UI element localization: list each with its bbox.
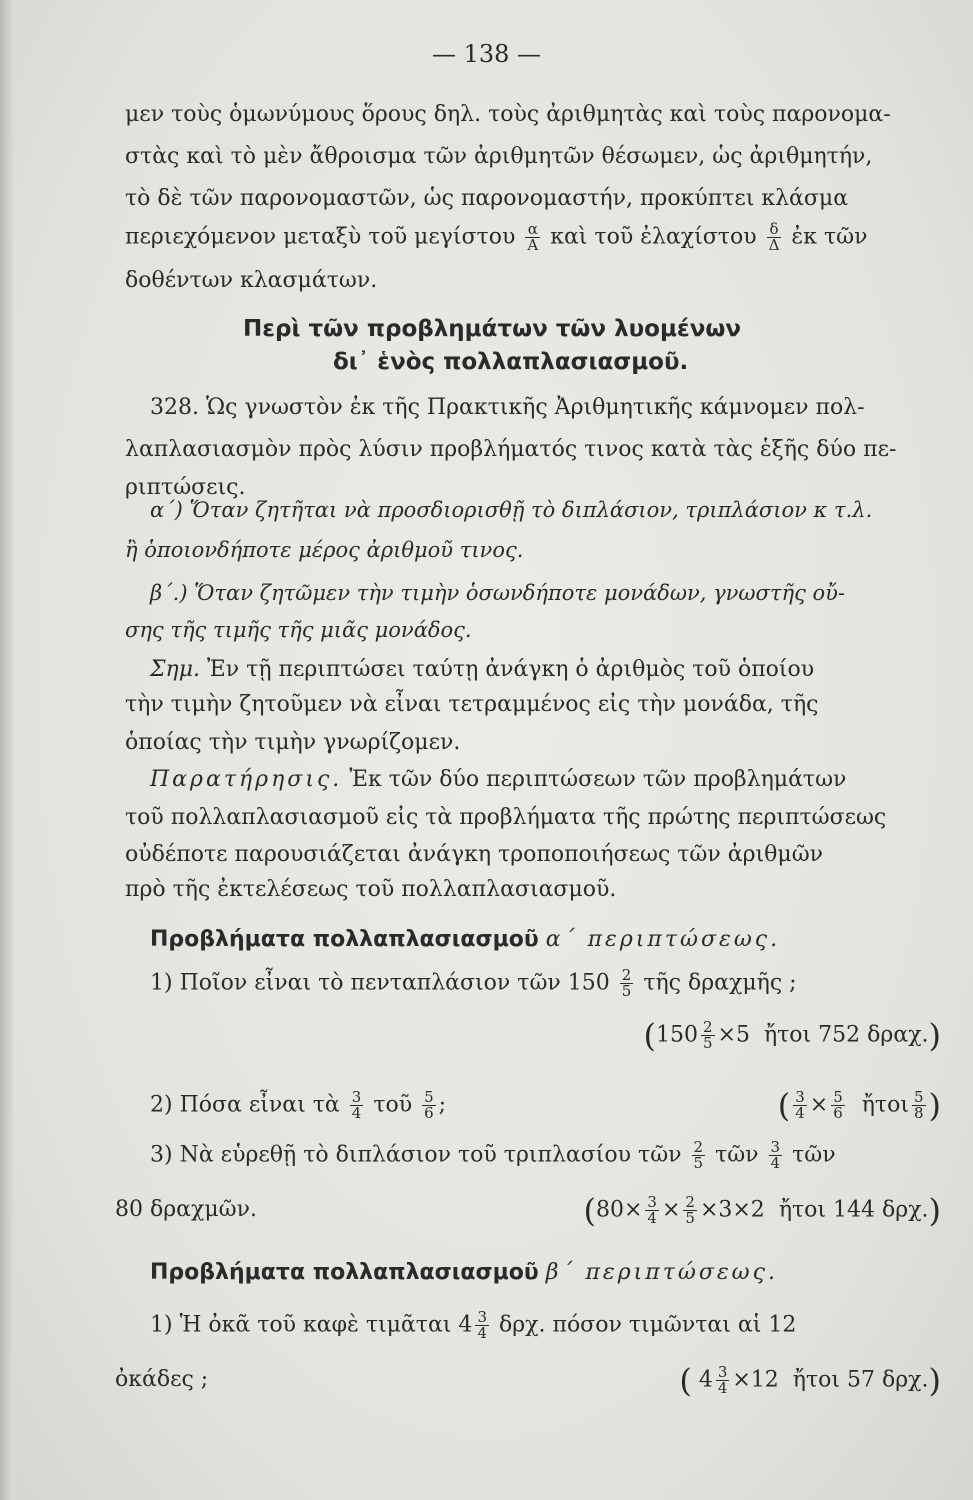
problem-b1-text: 1) Ἡ ὀκᾶ τοῦ καφὲ τιμᾶται 4 — [150, 1312, 473, 1338]
answer-fraction-1 — [645, 1195, 659, 1226]
answer-post: ×12 — [732, 1367, 779, 1393]
problem-b1-tail: δρχ. πόσον τιμῶνται αἱ 12 — [498, 1312, 797, 1338]
problem-a3-question — [150, 1140, 836, 1171]
note-line-2: τὴν τιμὴν ζητοῦμεν νὰ εἶναι τετραμμένος εἰς τὴν μονάδα, τῆς — [125, 692, 819, 717]
fraction-denominator: 4 — [647, 1209, 657, 1227]
answer-fraction-1 — [793, 1090, 807, 1121]
fraction-denominator: Α — [527, 236, 539, 254]
section-heading-line-1: Περὶ τῶν προβλημάτων τῶν λυομένων — [243, 316, 742, 342]
note-label: Σημ. — [150, 657, 201, 682]
page-fold-shadow — [0, 0, 14, 1500]
answer-fraction-2 — [683, 1195, 697, 1226]
problem-b1-answer: ( 4 $\frac{3}{4}$ ×12 ἤτοι 57 δρχ.) — [679, 1361, 941, 1400]
fraction-denominator: 4 — [770, 1154, 781, 1172]
para-328-line-3: ριπτώσεις. — [125, 475, 246, 500]
problem-a3-text: 3) Νὰ εὑρεθῇ τὸ διπλάσιον τοῦ τριπλασίου τῶν — [150, 1142, 682, 1168]
case-b-line-2: σης τῆς τιμῆς τῆς μιᾶς μονάδος. — [125, 618, 472, 642]
remark-line-1-text: Ἐκ τῶν δύο περιπτώσεων τῶν προβλημάτων — [349, 767, 847, 792]
fraction-denominator: 8 — [913, 1104, 924, 1122]
fraction-numerator: 5 — [424, 1088, 434, 1106]
remark-line-3: οὐδέποτε παρουσιάζεται ἀνάγκη τροποποιήσεως τῶν ἀριθμῶν — [125, 842, 824, 867]
answer-fraction — [701, 1020, 715, 1051]
fraction-denominator: 6 — [424, 1104, 434, 1122]
fraction-numerator: 5 — [833, 1088, 843, 1106]
case-a-line-1: α΄) Ὅταν ζητῆται νὰ προσδιορισθῇ τὸ διπλάσιον, τριπλάσιον κ τ.λ. — [150, 498, 873, 522]
intro-line-2: στὰς καὶ τὸ μὲν ἄθροισμα τῶν ἀριθμητῶν θέσωμεν, ὡς ἀριθμητήν, — [125, 144, 873, 169]
fraction-denominator: Δ — [768, 236, 780, 254]
fraction-denominator: 5 — [621, 982, 632, 1000]
answer-times: × — [809, 1092, 829, 1118]
intro-line-4-text-b: καὶ τοῦ ἐλαχίστου — [550, 224, 757, 250]
problems-a-heading — [150, 925, 780, 955]
problem-a1-text: 1) Ποῖον εἶναι τὸ πενταπλάσιον τῶν 150 — [150, 970, 610, 996]
fraction-numerator: α — [525, 222, 540, 238]
case-b-line-1: β΄.) Ὅταν ζητῶμεν τὴν τιμὴν ὁσωνδήποτε μονάδων, γνωστῆς οὔ- — [150, 581, 846, 605]
answer-times: × — [661, 1197, 681, 1223]
page-number: — 138 — — [431, 40, 542, 68]
fraction-numerator: 3 — [351, 1088, 362, 1106]
answer-pre: 4 — [698, 1367, 713, 1393]
intro-line-4 — [125, 222, 867, 253]
fraction-numerator: δ — [767, 222, 782, 238]
problem-a1-fraction — [620, 968, 634, 999]
para-328-line-1: 328. Ὡς γνωστὸν ἐκ τῆς Πρακτικῆς Ἀριθμητικῆς κάμνομεν πολ- — [150, 395, 865, 420]
problem-b1-line-2: ὀκάδες ; — [115, 1367, 209, 1392]
fraction-numerator: 2 — [702, 1018, 713, 1036]
remark-line-4: πρὸ τῆς ἐκτελέσεως τοῦ πολλαπλασιασμοῦ. — [125, 877, 617, 902]
problem-a2-question — [150, 1090, 446, 1121]
answer-post: ×3×2 — [699, 1197, 765, 1223]
fraction-numerator: 2 — [621, 966, 632, 984]
fraction-denominator: 5 — [702, 1034, 713, 1052]
problem-a3-fraction-1 — [692, 1140, 706, 1171]
problem-a2-fraction-1 — [350, 1090, 364, 1121]
fraction-numerator: 3 — [717, 1363, 728, 1381]
problem-a2-text: 2) Πόσα εἶναι τὰ — [150, 1092, 340, 1118]
problem-a3-mid: τῶν — [715, 1142, 759, 1168]
problem-a2-mid: τοῦ — [373, 1092, 413, 1118]
fraction-alpha-over-A — [525, 222, 540, 253]
problems-a-heading-bold: Προβλήματα πολλαπλασιασμοῦ — [150, 927, 539, 952]
fraction-delta-over-Delta — [767, 222, 782, 253]
intro-line-5: δοθέντων κλασμάτων. — [125, 268, 378, 293]
remark-line-1 — [150, 765, 846, 795]
intro-line-4-text-c: ἐκ τῶν — [791, 224, 868, 250]
intro-line-3: τὸ δὲ τῶν παρονομαστῶν, ὡς παρονομαστήν, προκύπτει κλάσμα — [125, 186, 849, 211]
problem-a2-fraction-2 — [422, 1090, 436, 1121]
problem-b1-question — [150, 1310, 796, 1341]
remark-line-2: τοῦ πολλαπλασιασμοῦ εἰς τὰ προβλήματα τῆς πρώτης περιπτώσεως — [125, 805, 887, 830]
fraction-numerator: 3 — [770, 1138, 781, 1156]
fraction-denominator: 4 — [351, 1104, 362, 1122]
note-line-3: ὁποίας τὴν τιμὴν γνωρίζομεν. — [125, 730, 461, 755]
note-line-1-text: Ἐν τῇ περιπτώσει ταύτῃ ἀνάγκη ὁ ἀριθμὸς τοῦ ὁποίου — [207, 657, 815, 682]
problems-b-heading-italic: β΄ περιπτώσεως. — [545, 1260, 778, 1285]
fraction-numerator: 3 — [647, 1193, 657, 1211]
note-line-1 — [150, 655, 814, 685]
problem-a1-tail: τῆς δραχμῆς ; — [643, 970, 797, 996]
problems-a-heading-italic: α΄ περιπτώσεως. — [545, 927, 781, 952]
fraction-denominator: 5 — [685, 1209, 695, 1227]
problem-a3-tail: τῶν — [792, 1142, 836, 1168]
fraction-denominator: 4 — [477, 1324, 487, 1342]
fraction-denominator: 5 — [693, 1154, 704, 1172]
answer-result: ἤτοι 752 δραχ. — [763, 1022, 929, 1048]
fraction-denominator: 6 — [833, 1104, 843, 1122]
answer-number: 150 — [655, 1022, 698, 1048]
para-328-line-2: λαπλασιασμὸν πρὸς λύσιν προβλήματός τινος κατὰ τὰς ἑξῆς δύο πε- — [125, 437, 897, 462]
answer-pre: 80× — [595, 1197, 643, 1223]
problem-a2-tail: ; — [438, 1092, 447, 1118]
fraction-denominator: 4 — [717, 1379, 728, 1397]
problems-b-heading — [150, 1258, 778, 1288]
problem-a1-answer: (150 $\frac{2}{5}$ ×5 ἤτοι 752 δραχ.) — [643, 1016, 941, 1055]
problem-a2-answer: ( $\frac{3}{4}$ × $\frac{5}{6}$ ἤτοι $\frac{5}{8}$ ) — [777, 1086, 941, 1125]
problems-b-heading-bold: Προβλήματα πολλαπλασιασμοῦ — [150, 1260, 539, 1285]
answer-word: ἤτοι — [861, 1092, 909, 1118]
case-a-line-2: ἢ ὁποιονδήποτε μέρος ἀριθμοῦ τινος. — [125, 538, 524, 562]
problem-a3-fraction-2 — [769, 1140, 783, 1171]
answer-fraction-3 — [912, 1090, 926, 1121]
fraction-numerator: 3 — [795, 1088, 805, 1106]
answer-result: ἤτοι 57 δρχ. — [792, 1367, 929, 1393]
answer-result: ἤτοι 144 δρχ. — [778, 1197, 929, 1223]
problem-a3-line-2: 80 δραχμῶν. — [115, 1197, 257, 1222]
intro-line-4-text-a: περιεχόμενον μεταξὺ τοῦ μεγίστου — [125, 224, 516, 250]
fraction-numerator: 2 — [685, 1193, 695, 1211]
answer-multiplier: ×5 — [717, 1022, 750, 1048]
remark-label: Παρατήρησις. — [150, 767, 343, 792]
answer-fraction-2 — [831, 1090, 845, 1121]
fraction-numerator: 2 — [693, 1138, 704, 1156]
fraction-denominator: 4 — [795, 1104, 805, 1122]
problem-b1-fraction — [475, 1310, 489, 1341]
fraction-numerator: 5 — [913, 1088, 924, 1106]
section-heading-line-2: δι᾽ ἑνὸς πολλαπλασιασμοῦ. — [333, 349, 689, 375]
problem-a1-question — [150, 968, 797, 999]
answer-fraction — [716, 1365, 730, 1396]
problem-a3-answer: (80× $\frac{3}{4}$ × $\frac{2}{5}$ ×3×2 ἤτοι 144 δρχ.) — [583, 1191, 941, 1230]
fraction-numerator: 3 — [477, 1308, 487, 1326]
intro-line-1: μεν τοὺς ὁμωνύμους ὅρους δηλ. τοὺς ἀριθμητὰς καὶ τοὺς παρονομα- — [125, 102, 891, 127]
